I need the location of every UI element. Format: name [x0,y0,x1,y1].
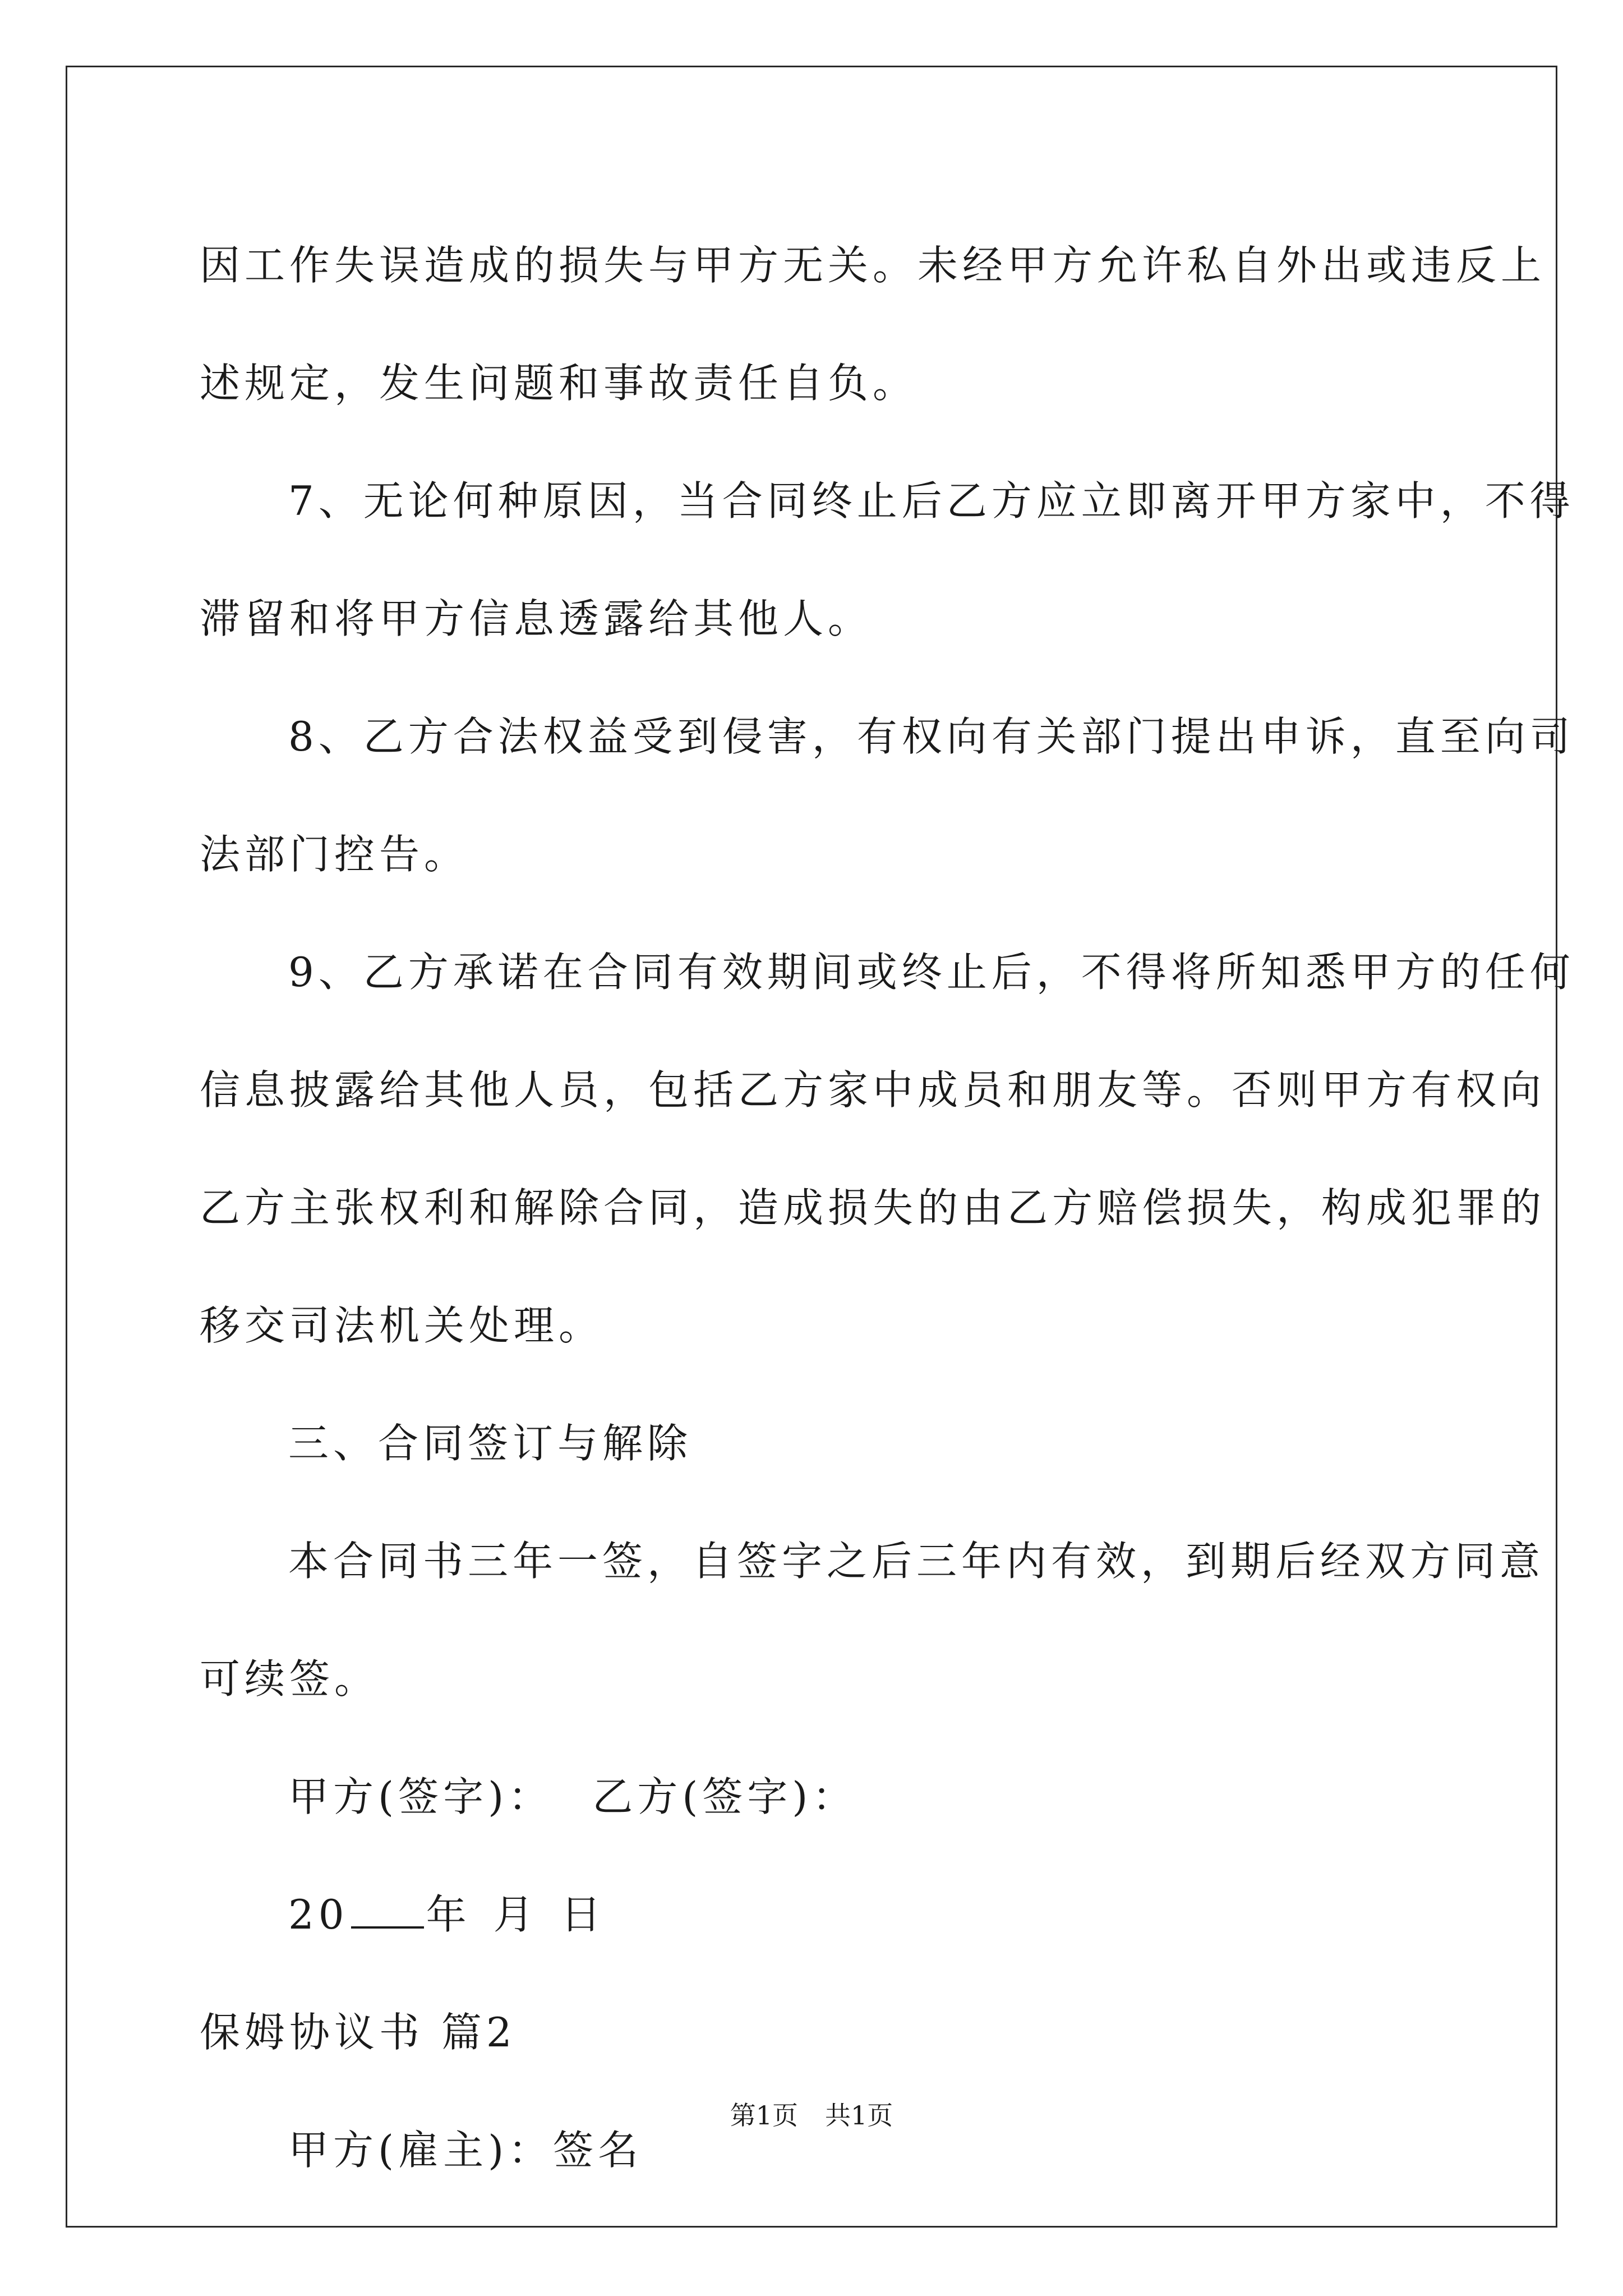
heading-text: 三、合同签订与解除 [288,1420,693,1467]
clause-9 [200,913,1575,1384]
text-line: 8、乙方合法权益受到侵害，有权向有关部门提出申诉，直至向司 [288,713,1575,760]
clause-7 [200,442,1575,678]
employer-signature-text: 甲方(雇主)：签名 [288,2127,643,2174]
party-a-signature-label: 甲方(签字)： [288,1773,554,1820]
clause-8 [200,678,1575,913]
text-line: 9、乙方承诺在合同有效期间或终止后，不得将所知悉甲方的任何 [288,949,1575,996]
signature-line [200,1738,1423,1856]
date-month-label: 月 [493,1891,538,1938]
page-number: 第1页 [730,2100,798,2131]
document-body [200,206,1575,2209]
party-b-signature-label: 乙方(签字)： [592,1773,857,1820]
paragraph-term [200,1502,1545,1738]
text-line: 信息披露给其他人员，包括乙方家中成员和朋友等。否则甲方有权向 [200,1066,1546,1114]
text-line: 7、无论何种原因，当合同终止后乙方应立即离开甲方家中，不得 [288,477,1575,524]
text-line: 因工作失误造成的损失与甲方无关。未经甲方允许私自外出或违反上 [200,242,1546,289]
section-title-text: 保姆协议书 篇2 [200,2009,517,2056]
page-footer [0,2095,1623,2132]
paragraph-liability [200,206,1546,442]
date-line [200,1856,1423,1973]
date-prefix: 20 [288,1891,349,1938]
section-title [200,1973,1423,2091]
text-line: 可续签。 [200,1655,380,1703]
text-line: 法部门控告。 [200,831,469,878]
text-line: 移交司法机关处理。 [200,1302,604,1349]
text-line: 乙方主张权利和解除合同，造成损失的由乙方赔偿损失，构成犯罪的 [200,1184,1546,1231]
date-day-label: 日 [560,1891,606,1938]
signature-row [200,1738,1423,1856]
date-year-blank [351,1892,424,1929]
page-total: 共1页 [825,2100,893,2131]
section-heading-3 [200,1384,1423,1502]
text-line: 本合同书三年一签，自签字之后三年内有效，到期后经双方同意 [288,1538,1545,1585]
text-line: 述规定，发生问题和事故责任自负。 [200,360,918,407]
date-year-label: 年 [426,1891,471,1938]
date-row [200,1856,1423,1973]
text-line: 滞留和将甲方信息透露给其他人。 [200,595,873,642]
